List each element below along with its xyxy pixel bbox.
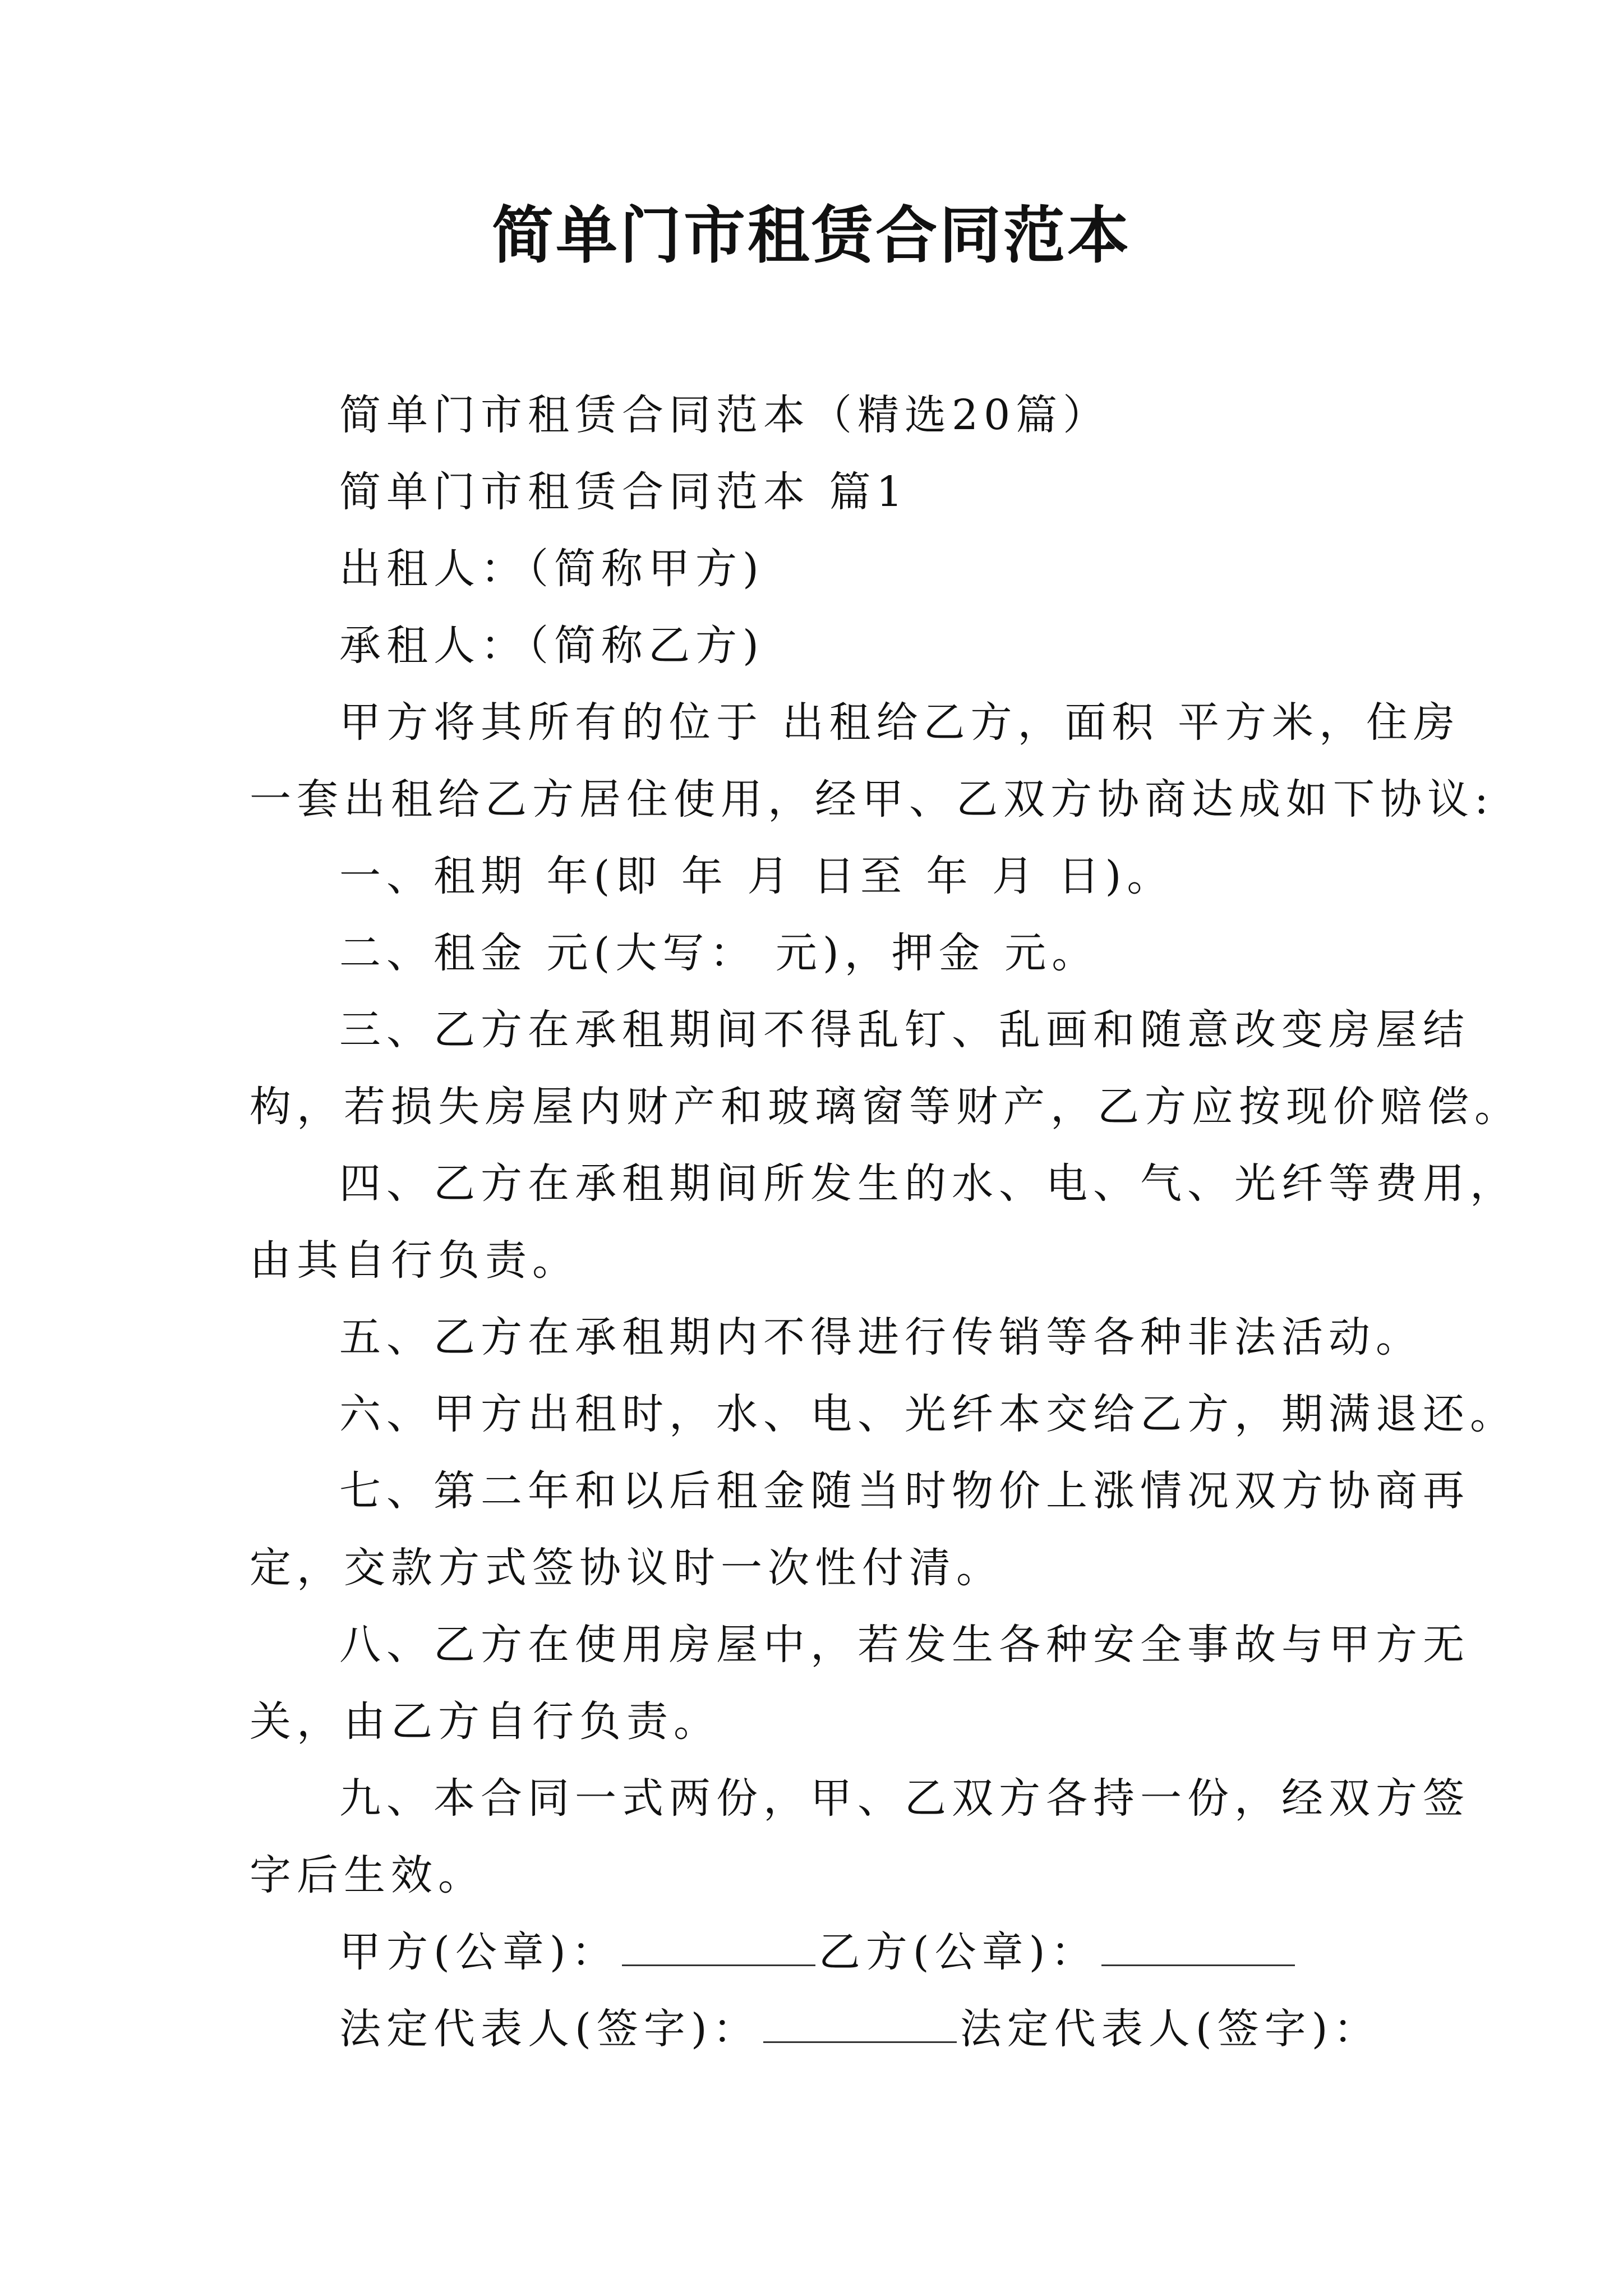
clause-3-line2: 构，若损失房屋内财产和玻璃窗等财产，乙方应按现价赔偿。	[250, 1083, 1521, 1131]
paragraph-intro-line1: 甲方将其所有的位于 出租给乙方，面积 平方米，住房	[339, 698, 1461, 747]
signature-representative-row	[339, 2001, 1381, 2057]
clause-1: 一、租期 年(即 年 月 日至 年 月 日)。	[339, 852, 1174, 900]
document-title: 简单门市租赁合同范本	[492, 199, 1131, 272]
clause-9-line2: 字后生效。	[250, 1851, 485, 1899]
rep-a-blank	[763, 2008, 957, 2043]
clause-7-line2: 定，交款方式签协议时一次性付清。	[250, 1544, 1003, 1592]
clause-5: 五、乙方在承租期内不得进行传销等各种非法活动。	[339, 1313, 1423, 1361]
party-a-seal-blank	[622, 1931, 815, 1966]
clause-6: 六、甲方出租时，水、电、光纤本交给乙方，期满退还。	[339, 1390, 1517, 1438]
rep-b-label: 法定代表人(签字)：	[960, 2005, 1381, 2053]
paragraph-intro-line2: 一套出租给乙方居住使用，经甲、乙双方协商达成如下协议:	[250, 775, 1494, 823]
paragraph-lessor: 出租人：（简称甲方)	[339, 545, 764, 593]
clause-9-line1: 九、本合同一式两份，甲、乙双方各持一份，经双方签	[339, 1774, 1470, 1823]
clause-2: 二、租金 元(大写： 元)，押金 元。	[339, 929, 1099, 977]
signature-seal-row	[339, 1924, 1298, 1980]
clause-4-line1: 四、乙方在承租期间所发生的水、电、气、光纤等费用，	[339, 1159, 1517, 1208]
paragraph-section-heading: 简单门市租赁合同范本 篇1	[339, 468, 909, 516]
clause-4-line2: 由其自行负责。	[250, 1236, 579, 1285]
clause-8-line1: 八、乙方在使用房屋中，若发生各种安全事故与甲方无	[339, 1621, 1470, 1669]
party-a-seal-label: 甲方(公章)：	[339, 1928, 619, 1976]
clause-3-line1: 三、乙方在承租期间不得乱钉、乱画和随意改变房屋结	[339, 1006, 1470, 1054]
clause-7-line1: 七、第二年和以后租金随当时物价上涨情况双方协商再	[339, 1467, 1470, 1515]
paragraph-subtitle: 简单门市租赁合同范本（精选20篇）	[339, 391, 1110, 439]
party-b-seal-label: 乙方(公章)：	[818, 1928, 1098, 1976]
paragraph-lessee: 承租人：（简称乙方)	[339, 622, 764, 670]
clause-8-line2: 关，由乙方自行负责。	[250, 1697, 721, 1746]
party-b-seal-blank	[1101, 1931, 1295, 1966]
rep-a-label: 法定代表人(签字)：	[339, 2005, 760, 2053]
